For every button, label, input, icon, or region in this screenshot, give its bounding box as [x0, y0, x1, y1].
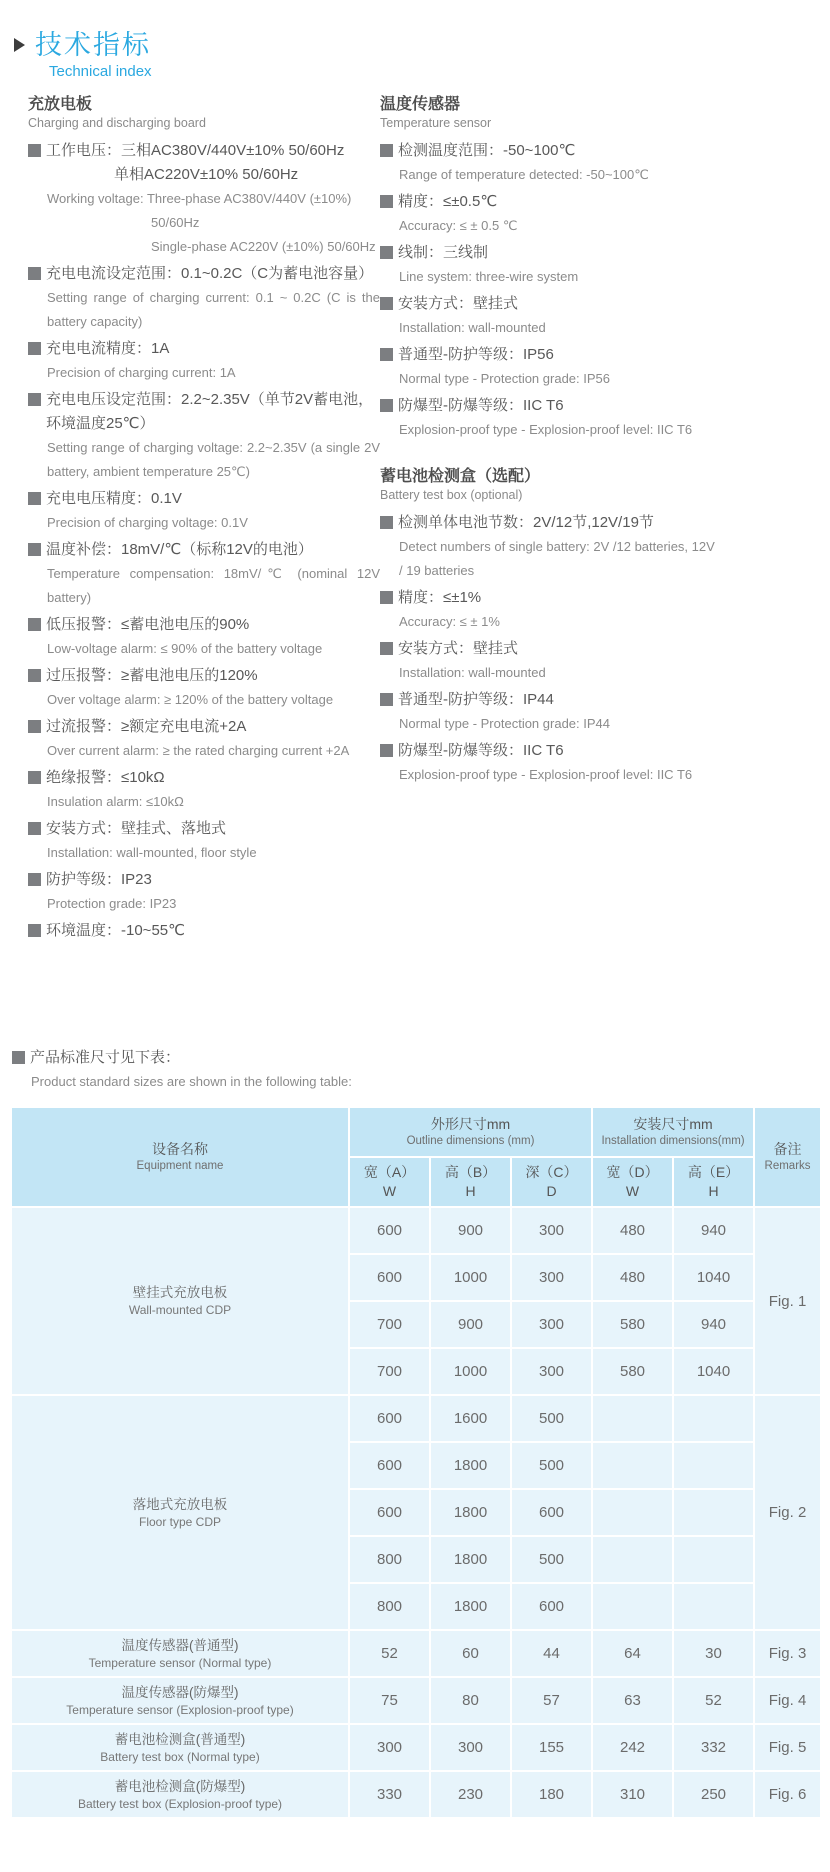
equipment-name-zh: 壁挂式充放电板 [132, 1285, 228, 1300]
dimension-cell: 300 [511, 1301, 592, 1348]
dimension-cell: 480 [592, 1207, 673, 1254]
spec-line-zh [28, 817, 380, 841]
spec-line-en: Accuracy: ≤ ± 1% [399, 614, 500, 629]
dimension-cell [592, 1583, 673, 1630]
dimension-cell: 600 [349, 1442, 430, 1489]
spec-text-zh: 精度：≤±1% [398, 589, 482, 606]
dimension-cell: 300 [511, 1207, 592, 1254]
dimension-cell: 1800 [430, 1583, 511, 1630]
spec-line-zh-cont: 单相AC220V±10% 50/60Hz [114, 166, 299, 183]
spec-line-zh [380, 139, 715, 163]
spec-text-zh: 安装方式：壁挂式 [398, 640, 519, 657]
spec-line-en: Insulation alarm: ≤10kΩ [47, 794, 184, 809]
spec-text-zh: 防爆型-防爆等级：IIC T6 [398, 397, 564, 414]
dimension-cell: 1000 [430, 1254, 511, 1301]
square-bullet-icon [28, 924, 41, 937]
install-header-en: Installation dimensions(mm) [601, 1135, 745, 1147]
dimension-cell: 300 [430, 1724, 511, 1771]
depth-c-en: D [546, 1183, 557, 1199]
spec-line-en: Detect numbers of single battery: 2V /12 batteries, 12V / 19 batteries [399, 539, 715, 578]
dimension-cell: 480 [592, 1254, 673, 1301]
col-header-width-a [349, 1157, 430, 1207]
spec-item [28, 766, 380, 814]
spec-line-zh [28, 919, 380, 943]
spec-line-en: Installation: wall-mounted, floor style [47, 845, 257, 860]
spec-text-zh: 线制：三线制 [398, 244, 489, 261]
spec-item [380, 241, 715, 289]
dimension-cell [673, 1442, 754, 1489]
dimension-cell: 300 [511, 1348, 592, 1395]
spec-text-zh: 防护等级：IP23 [46, 871, 152, 888]
spec-line-en: Explosion-proof type - Explosion-proof level: IIC T6 [399, 767, 693, 782]
spec-text-zh: 充电电压设定范围：2.2~2.35V（单节2V蓄电池，环境温度25℃） [46, 391, 374, 432]
spec-text-zh: 精度：≤±0.5℃ [398, 193, 498, 210]
width-a-en: W [382, 1183, 397, 1199]
spec-line-en: Precision of charging voltage: 0.1V [47, 515, 248, 530]
spec-text-zh: 防爆型-防爆等级：IIC T6 [398, 742, 564, 759]
dimension-cell: 580 [592, 1348, 673, 1395]
charging-board-heading-zh: 充放电板 [28, 96, 93, 113]
dimension-cell: 1800 [430, 1536, 511, 1583]
col-header-installation-dimensions [592, 1107, 754, 1157]
square-bullet-icon [380, 348, 393, 361]
spec-text-zh: 充电电压精度：0.1V [46, 490, 182, 507]
size-table-caption [12, 1046, 830, 1094]
spec-line-en: Normal type - Protection grade: IP44 [399, 716, 610, 731]
dimension-cell: 300 [511, 1254, 592, 1301]
right-triangle-icon [14, 38, 25, 52]
spec-item [28, 715, 380, 763]
spec-item [28, 139, 380, 259]
dimension-cell: 700 [349, 1301, 430, 1348]
spec-line-zh [380, 739, 715, 763]
spec-line-zh [380, 241, 715, 265]
spec-item [28, 487, 380, 535]
dimension-cell: 600 [349, 1395, 430, 1442]
dimension-cell: 800 [349, 1583, 430, 1630]
dimension-cell: 60 [430, 1630, 511, 1677]
dimension-cell: 600 [349, 1207, 430, 1254]
spec-item [28, 919, 380, 943]
spec-line-zh [28, 139, 380, 163]
size-table-body [11, 1207, 821, 1818]
battery-test-box-heading-zh: 蓄电池检测盒（选配） [380, 468, 541, 485]
dimension-cell: 1040 [673, 1254, 754, 1301]
equipment-name-zh: 落地式充放电板 [132, 1496, 228, 1512]
outline-header-zh: 外形尺寸mm [430, 1116, 511, 1132]
table-row [11, 1677, 821, 1724]
dimension-cell: 242 [592, 1724, 673, 1771]
dimension-cell: 52 [673, 1677, 754, 1724]
spec-line-en: Installation: wall-mounted [399, 665, 546, 680]
spec-item [28, 388, 380, 484]
spec-list-charging-board [28, 139, 380, 943]
dimension-cell: 600 [349, 1254, 430, 1301]
spec-item [380, 394, 715, 442]
spec-line-zh [380, 637, 715, 661]
square-bullet-icon [28, 873, 41, 886]
square-bullet-icon [28, 492, 41, 505]
table-row [11, 1771, 821, 1818]
spec-line-zh [28, 262, 380, 286]
square-bullet-icon [12, 1051, 25, 1064]
square-bullet-icon [28, 342, 41, 355]
equipment-name-cell [11, 1677, 349, 1724]
dimension-cell: 230 [430, 1771, 511, 1818]
spec-item [28, 868, 380, 916]
square-bullet-icon [380, 744, 393, 757]
square-bullet-icon [28, 720, 41, 733]
spec-item [380, 511, 715, 583]
dimension-cell: 500 [511, 1536, 592, 1583]
equipment-name-en: Battery test box (Explosion-proof type) [77, 1796, 283, 1811]
dimension-cell: 500 [511, 1395, 592, 1442]
equipment-name-en: Temperature sensor (Normal type) [88, 1655, 272, 1670]
square-bullet-icon [28, 618, 41, 631]
section-temperature-sensor [380, 94, 715, 442]
square-bullet-icon [28, 393, 41, 406]
dimension-cell: 75 [349, 1677, 430, 1724]
table-row [11, 1630, 821, 1677]
spec-line-zh [380, 511, 715, 535]
spec-line-en: Explosion-proof type - Explosion-proof level: IIC T6 [399, 422, 693, 437]
spec-columns [0, 94, 830, 946]
height-b-zh: 高（B） [444, 1164, 497, 1180]
spec-line-en: Line system: three-wire system [399, 269, 579, 284]
spec-line-en: Working voltage: Three-phase AC380V/440V (±10%) [47, 191, 352, 206]
spec-item [28, 538, 380, 610]
spec-text-zh: 安装方式：壁挂式、落地式 [46, 820, 227, 837]
dimension-cell: 332 [673, 1724, 754, 1771]
spec-line-en: Precision of charging current: 1A [47, 365, 236, 380]
spec-line-zh [28, 538, 380, 562]
dimension-cell: 63 [592, 1677, 673, 1724]
height-e-zh: 高（E） [687, 1164, 740, 1180]
title-row [14, 30, 830, 60]
table-row [11, 1724, 821, 1771]
remark-cell: Fig. 4 [754, 1677, 821, 1724]
dimension-cell: 250 [673, 1771, 754, 1818]
spec-text-zh: 普通型-防护等级：IP44 [398, 691, 554, 708]
remark-cell: Fig. 2 [754, 1395, 821, 1630]
equipment-name-en: Wall-mounted CDP [128, 1303, 232, 1317]
spec-list-temperature-sensor [380, 139, 715, 442]
spec-line-zh [28, 388, 380, 436]
dimension-cell [673, 1395, 754, 1442]
remark-cell: Fig. 1 [754, 1207, 821, 1395]
spec-line-zh [380, 190, 715, 214]
temperature-sensor-heading-en: Temperature sensor [380, 116, 492, 130]
col-header-equipment [11, 1107, 349, 1207]
spec-line-zh [28, 868, 380, 892]
square-bullet-icon [380, 144, 393, 157]
table-row [11, 1207, 821, 1254]
equipment-name-cell [11, 1724, 349, 1771]
dimension-cell: 940 [673, 1301, 754, 1348]
square-bullet-icon [28, 822, 41, 835]
dimension-cell: 900 [430, 1207, 511, 1254]
caption-line-zh [12, 1046, 830, 1070]
outline-header-en: Outline dimensions (mm) [406, 1135, 535, 1147]
dimension-cell: 600 [511, 1583, 592, 1630]
dimension-cell: 30 [673, 1630, 754, 1677]
equipment-name-zh: 蓄电池检测盒(防爆型) [114, 1778, 246, 1794]
install-header-zh: 安装尺寸mm [633, 1116, 713, 1132]
equipment-name-zh: 温度传感器(普通型) [121, 1637, 239, 1653]
spec-item [28, 664, 380, 712]
dimension-cell: 1800 [430, 1442, 511, 1489]
dimension-cell: 180 [511, 1771, 592, 1818]
right-column [380, 94, 715, 946]
dimension-cell [592, 1489, 673, 1536]
equipment-name-cell [11, 1207, 349, 1395]
caption-text-zh: 产品标准尺寸见下表： [30, 1049, 181, 1066]
spec-item [28, 613, 380, 661]
square-bullet-icon [28, 543, 41, 556]
spec-line-zh [380, 586, 715, 610]
col-header-remarks [754, 1107, 821, 1207]
dimension-cell [673, 1583, 754, 1630]
spec-line-zh [380, 688, 715, 712]
spec-line-en: 50/60Hz [151, 215, 200, 230]
square-bullet-icon [28, 144, 41, 157]
page-subtitle: Technical index [49, 63, 152, 80]
spec-line-zh [28, 487, 380, 511]
dimension-cell: 700 [349, 1348, 430, 1395]
height-b-en: H [465, 1183, 476, 1199]
equipment-name-zh: 蓄电池检测盒(普通型) [114, 1731, 246, 1747]
spec-item [380, 739, 715, 787]
dimension-cell: 52 [349, 1630, 430, 1677]
spec-item [380, 637, 715, 685]
square-bullet-icon [380, 195, 393, 208]
remarks-header-en: Remarks [764, 1160, 811, 1172]
spec-line-en: Over current alarm: ≥ the rated charging current +2A [47, 743, 350, 758]
col-header-height-e [673, 1157, 754, 1207]
spec-item [380, 292, 715, 340]
dimension-cell: 57 [511, 1677, 592, 1724]
section-battery-test-box [380, 466, 715, 787]
spec-line-zh [380, 343, 715, 367]
table-row [11, 1395, 821, 1442]
spec-line-en: Over voltage alarm: ≥ 120% of the battery voltage [47, 692, 334, 707]
square-bullet-icon [380, 297, 393, 310]
square-bullet-icon [28, 267, 41, 280]
remarks-header-zh: 备注 [773, 1141, 802, 1157]
dimension-cell: 580 [592, 1301, 673, 1348]
square-bullet-icon [380, 693, 393, 706]
spec-text-zh: 绝缘报警：≤10kΩ [46, 769, 165, 786]
spec-list-battery-test-box [380, 511, 715, 787]
square-bullet-icon [380, 642, 393, 655]
dimension-cell: 155 [511, 1724, 592, 1771]
width-a-zh: 宽（A） [363, 1164, 416, 1180]
dimension-cell: 600 [349, 1489, 430, 1536]
dimension-cell: 1000 [430, 1348, 511, 1395]
spec-item [28, 337, 380, 385]
dimension-cell: 1040 [673, 1348, 754, 1395]
dimension-cell: 64 [592, 1630, 673, 1677]
battery-test-box-heading-en: Battery test box (optional) [380, 488, 523, 502]
spec-line-en: Setting range of charging voltage: 2.2~2.35V (a single 2V battery, ambient temperature 25℃) [47, 440, 380, 479]
spec-line-zh [28, 337, 380, 361]
dimension-cell [592, 1536, 673, 1583]
spec-text-zh: 环境温度：-10~55℃ [46, 922, 185, 939]
square-bullet-icon [380, 516, 393, 529]
spec-line-zh [28, 715, 380, 739]
dimension-cell: 310 [592, 1771, 673, 1818]
height-e-en: H [708, 1183, 719, 1199]
spec-item [28, 817, 380, 865]
dimension-cell: 900 [430, 1301, 511, 1348]
dimension-cell [592, 1395, 673, 1442]
spec-text-zh: 过流报警：≥额定充电电流+2A [46, 718, 247, 735]
equipment-header-zh: 设备名称 [152, 1141, 208, 1157]
spec-text-zh: 低压报警：≤蓄电池电压的90% [46, 616, 250, 633]
spec-item [380, 190, 715, 238]
temperature-sensor-heading-zh: 温度传感器 [380, 96, 461, 113]
spec-text-zh: 充电电流设定范围：0.1~0.2C（C为蓄电池容量） [46, 265, 374, 282]
caption-text-en: Product standard sizes are shown in the following table: [31, 1074, 352, 1089]
square-bullet-icon [380, 246, 393, 259]
square-bullet-icon [380, 591, 393, 604]
spec-line-en: Temperature compensation: 18mV/℃ (nominal 12V battery) [47, 566, 380, 605]
spec-text-zh: 工作电压：三相AC380V/440V±10% 50/60Hz [46, 142, 345, 159]
spec-line-en: Protection grade: IP23 [47, 896, 177, 911]
dimension-cell: 44 [511, 1630, 592, 1677]
spec-line-zh [380, 292, 715, 316]
remark-cell: Fig. 5 [754, 1724, 821, 1771]
spec-item [380, 139, 715, 187]
dimension-cell [673, 1536, 754, 1583]
equipment-name-cell [11, 1771, 349, 1818]
equipment-header-en: Equipment name [136, 1160, 224, 1172]
spec-line-en: Normal type - Protection grade: IP56 [399, 371, 610, 386]
equipment-name-cell [11, 1630, 349, 1677]
spec-text-zh: 过压报警：≥蓄电池电压的120% [46, 667, 258, 684]
section-charging-board [28, 94, 380, 946]
col-header-width-d [592, 1157, 673, 1207]
spec-text-zh: 温度补偿：18mV/℃（标称12V的电池） [46, 541, 313, 558]
dimension-cell: 800 [349, 1536, 430, 1583]
page-header [0, 0, 830, 80]
spec-item [380, 688, 715, 736]
width-d-en: W [625, 1183, 640, 1199]
table-header-row-1 [11, 1107, 821, 1157]
dimension-cell: 500 [511, 1442, 592, 1489]
square-bullet-icon [28, 669, 41, 682]
spec-line-en: Low-voltage alarm: ≤ 90% of the battery voltage [47, 641, 323, 656]
square-bullet-icon [380, 399, 393, 412]
depth-c-zh: 深（C） [525, 1164, 578, 1180]
col-header-height-b [430, 1157, 511, 1207]
charging-board-heading-en: Charging and discharging board [28, 116, 206, 130]
equipment-name-en: Temperature sensor (Explosion-proof type) [66, 1702, 294, 1717]
spec-text-zh: 检测温度范围：-50~100℃ [398, 142, 576, 159]
equipment-name-en: Floor type CDP [138, 1514, 222, 1529]
equipment-name-zh: 温度传感器(防爆型) [121, 1684, 239, 1700]
spec-line-en: Installation: wall-mounted [399, 320, 546, 335]
product-size-table [10, 1106, 822, 1819]
dimension-cell [592, 1442, 673, 1489]
square-bullet-icon [28, 771, 41, 784]
width-d-zh: 宽（D） [606, 1164, 659, 1180]
equipment-name-en: Battery test box (Normal type) [100, 1749, 260, 1764]
spec-line-zh [28, 664, 380, 688]
dimension-cell [673, 1489, 754, 1536]
spec-text-zh: 普通型-防护等级：IP56 [398, 346, 554, 363]
dimension-cell: 80 [430, 1677, 511, 1724]
dimension-cell: 600 [511, 1489, 592, 1536]
spec-line-en: Range of temperature detected: -50~100℃ [399, 167, 649, 182]
remark-cell: Fig. 6 [754, 1771, 821, 1818]
dimension-cell: 1800 [430, 1489, 511, 1536]
page-title: 技术指标 [35, 30, 151, 60]
spec-line-zh [28, 766, 380, 790]
spec-line-zh [380, 394, 715, 418]
spec-line-en: Accuracy: ≤ ± 0.5 ℃ [399, 218, 518, 233]
spec-item [380, 586, 715, 634]
col-header-outline-dimensions [349, 1107, 592, 1157]
spec-text-zh: 检测单体电池节数：2V/12节,12V/19节 [398, 514, 654, 531]
dimension-cell: 330 [349, 1771, 430, 1818]
spec-text-zh: 安装方式：壁挂式 [398, 295, 519, 312]
col-header-depth-c [511, 1157, 592, 1207]
remark-cell: Fig. 3 [754, 1630, 821, 1677]
spec-line-en: Single-phase AC220V (±10%) 50/60Hz [151, 239, 376, 254]
dimension-cell: 300 [349, 1724, 430, 1771]
dimension-cell: 940 [673, 1207, 754, 1254]
spec-line-zh [28, 613, 380, 637]
spec-line-en: Setting range of charging current: 0.1 ~ 0.2C (C is the battery capacity) [47, 290, 380, 329]
size-table-head [11, 1107, 821, 1207]
spec-item [28, 262, 380, 334]
dimension-cell: 1600 [430, 1395, 511, 1442]
spec-text-zh: 充电电流精度：1A [46, 340, 170, 357]
equipment-name-cell [11, 1395, 349, 1630]
spec-item [380, 343, 715, 391]
